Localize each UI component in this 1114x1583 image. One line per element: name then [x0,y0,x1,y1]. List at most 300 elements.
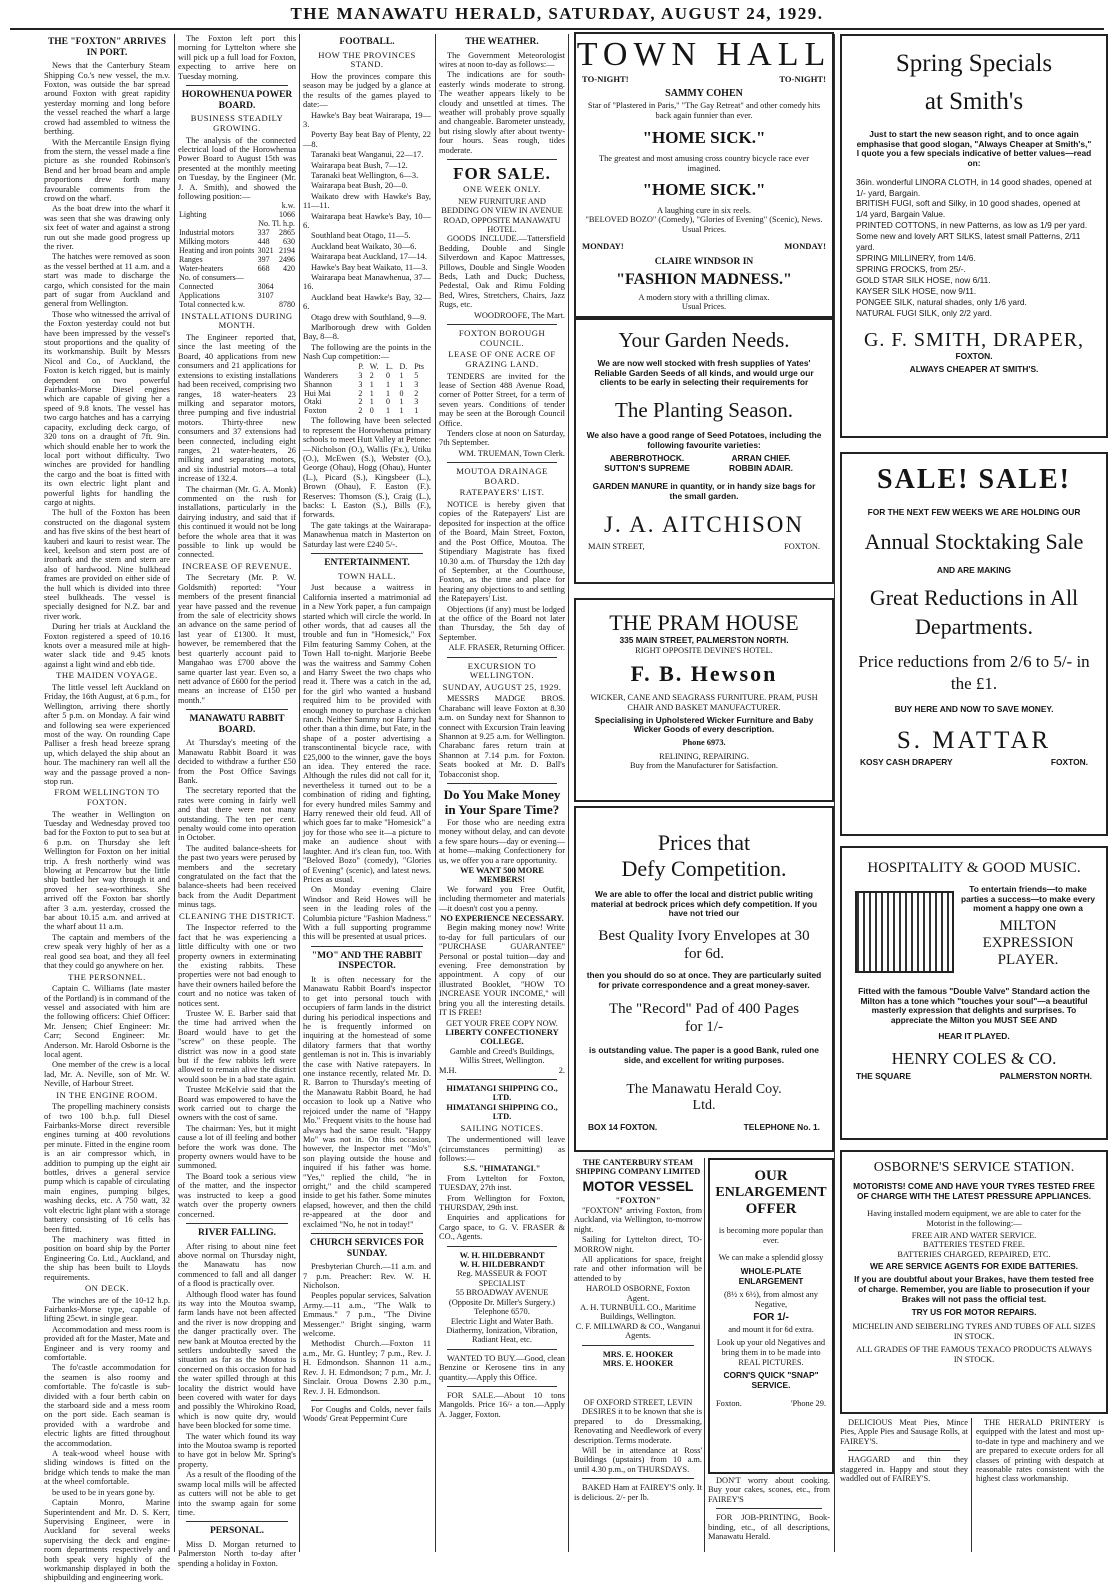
table-cell: 3021 [257,246,274,256]
ad-title: at Smith's [924,88,1024,115]
ad-text: OF OXFORD STREET, LEVIN [583,1398,693,1407]
paragraph: The machinery was fitted in position on board ship by the Porter Engineering Co. Ltd., Auckland, and the ship has been built to Lloyds requirements. [44,1234,170,1282]
paragraph: The propelling machinery consists of two 100 b.h.p. full Diesel Fairbanks-Morse direct reversible engines turning at 400 revolutions per minute. Fitted in the engine room is an air compressor which, in addition to pumping up the eight air bottles, drives a general service pump which is capable of circulating main engines, pumping bilges, washing decks, etc. A 750 watt, 32 volt electric light plant with a storage battery consisting of 16 cells has been fitted. [44,1102,170,1234]
ad-text: PALMERSTON NORTH. [999,1071,1092,1082]
table-header: Pts [414,361,424,371]
paragraph: The little vessel left Auckland on Friday, the 16th August, at 6 p.m., for Wellington, arriving there shortly after 5 p.m. on Monday. A fair wind and following sea were experienced most of the way. On rounding Cape Palliser a fresh head breeze sprang up, which delayed the ship about an hour. The machinery ran well all the way and the passage proved a non-stop run. [44,682,170,786]
ad-text: SUTTON'S SUPREME [604,463,690,474]
enlargement-ad [708,1158,834,1474]
paragraph: The captain and members of the crew speak very highly of her as a real good sea boat, and they all feel that they could go anywhere on her. [44,932,170,971]
ad-text: 335 MAIN STREET, PALMERSTON NORTH. [619,635,789,645]
table-cell: Connected [179,281,214,291]
table-cell: 0 [386,397,391,407]
paragraph: We forward you Free Outfit, including thermometer and materials—it doesn't cost you a penny. [439,884,565,913]
classified-code: M.H. [439,1065,457,1075]
paragraph: The hatches were removed as soon as the vessel berthed at 11 a.m. and a start was made to discharge the cargo, which consisted for the main part of sugar from Auckland and general from Wellington. [44,252,170,309]
table-header: L. [386,361,393,371]
paragraph: DON'T worry about cooking. Buy your cakes, scones, etc., from FAIREY'S [708,1476,830,1504]
signature: WOODROOFE, The Mart. [473,310,565,320]
divider [447,1349,557,1350]
article-title: RIVER FALLING. [198,1227,276,1238]
divider [447,783,557,784]
paragraph: The winches are of the 10-12 h.p. Fairbanks-Morse type, capable of lifting 25cwt. in single gear. [44,1295,170,1324]
divider [582,1345,694,1346]
paragraph: FOR SALE.—About 10 tons Mangolds. Price 16/- a ton.—Apply A. Jagger, Foxton. [439,1390,565,1419]
ad-text: Foxton. [716,1398,742,1408]
ad-text: TELEPHONE No. 1. [743,1121,820,1132]
ad-text: CLAIRE WINDSOR IN [654,256,754,267]
table-cell: 3 [358,379,363,389]
ad-text: "HOME SICK." [642,128,766,148]
paragraph: From Wellington for Foxton, THURSDAY, 29th inst. [439,1193,565,1213]
ad-text: THE SQUARE [856,1071,911,1082]
ad-text: The greatest and most amusing cross country bicycle race ever imagined. [599,154,809,173]
table-cell: 1 [386,388,391,398]
article-title: "MO" AND THE RABBIT INSPECTOR. [311,950,423,972]
ad-text: (8½ x 6½), from almost any Negative, [724,1290,818,1309]
ad-title: Your Garden Needs. [618,328,790,352]
result-line: Otago drew with Southland, 9—9. [311,312,427,322]
paragraph: Trustee McKelvie said that the Board was empowered to have the work carried out to charge the owners with the cost of same. [178,1085,296,1123]
ad-text: We also have a good range of Seed Potatoes, including the following favourite varieties: [586,429,822,450]
ad-text: "FOXTON" [615,1196,661,1206]
ad-title: HOSPITALITY & GOOD MUSIC. [867,860,1081,876]
ad-text: MAIN STREET, [588,541,645,551]
paragraph: FOR JOB-PRINTING, Book-binding, etc., of all descriptions, Manawatu Herald. [708,1513,830,1542]
subheading: MOUTOA DRAINAGE BOARD. [456,466,548,486]
result-line: Wairarapa beat Bush, 7—12. [311,160,408,170]
ad-text: FOR THE NEXT FEW WEEKS WE ARE HOLDING OUR [867,507,1081,517]
ad-text: TO-NIGHT! [779,74,826,84]
article-title: MANAWATU RABBIT BOARD. [189,714,285,735]
divider [186,1223,288,1224]
ad-text: MICHELIN AND SEIBERLING TYRES AND TUBES OF ALL SIZES IN STOCK. [852,1321,1096,1341]
table-cell: Hui Mai [304,388,331,398]
ad-text: TO-NIGHT! [582,74,629,84]
osborne-ad [840,1150,1108,1414]
list-item: NATURAL FUGI SILK, only 2/2 yard. [856,307,992,318]
ad-text: Look up your old Negatives and bring them in to be made into REAL PICTURES. [716,1338,826,1367]
table-cell: 1 [369,379,374,389]
article-title: THE WEATHER. [465,37,539,47]
table-cell: 3 [414,379,419,389]
paragraph: The hull of the Foxton has been constructed on the diagonal system and has five skins of the best heart of kauberi and kauri to resist wear. The keel, keelson and stern post are of ironbark and the stem and stern are also of hardwood. Nine bulkhead frames are provided on either side of the hull which is divided into three steel bulkheads. The vessel is specially designed for N.Z. bar and river work. [44,508,170,621]
subheading: IN THE ENGINE ROOM. [56,1089,158,1100]
result-line: Auckland beat Hawke's Bay, 32—6. [303,292,431,312]
divider [582,1478,694,1479]
paragraph: From Lyttelton for Foxton, TUESDAY, 27th inst. [439,1173,565,1193]
divider [311,1400,423,1401]
paragraph: TENDERS are invited for the lease of Section 488 Avenue Road, corner of Potter Street, for a term of seven years. Conditions of tender may be seen at the Borough Council Office. [439,371,565,428]
ad-text: To entertain friends—to make parties a success—to make every moment a happy one own a [960,884,1096,914]
table-cell: 420 [283,264,295,274]
ad-text: BOX 14 FOXTON. [588,1121,658,1132]
table-cell: Shannon [304,379,332,389]
results-list [303,111,431,342]
ad-title: Great Reductions in All Departments. [869,584,1079,639]
small-notices [708,1476,830,1554]
divider [447,657,557,658]
ad-text: THE CANTERBURY STEAM SHIPPING COMPANY LIMITED [575,1158,701,1177]
paragraph: DELICIOUS Meat Pies, Mince Pies, Apple Pies and Sausage Rolls, at FAIREY'S. [840,1418,968,1446]
result-line: Hawke's Bay beat Wairarapa, 19—3. [303,110,431,129]
classified-text: NO EXPERIENCE NECESSARY. [440,914,564,924]
table-cell: 1 [369,397,374,407]
hooker-notice [574,1398,702,1554]
power-table [178,202,296,309]
ad-title: TOWN HALL [576,36,832,73]
ad-title: Ltd. [692,1097,716,1113]
ad-title: OUR [754,1168,788,1184]
top-rule [10,28,1104,30]
table-cell: Ranges [179,255,203,265]
paragraph: All applications for space, freight rate and other information will be attended to by [574,1254,702,1283]
paragraph: The Foxton left port this morning for Lyttelton where she will pick up a full load for Foxton, expecting to arrive here on Tuesday morning. [178,34,296,81]
classified-text: W. H. HILDEBRANDT [459,1260,545,1270]
column-2 [178,34,296,1568]
table-cell: 1 [369,388,374,398]
result-line: Wairarapa beat Manawhenua, 37—16. [303,273,431,292]
ad-text: BATTERIES CHARGED, REPAIRED, ETC. [897,1249,1051,1259]
ad-text: ROBBIN ADAIR. [729,463,793,474]
ad-text: Having installed modern equipment, we are able to cater for the Motorist in the following:— [867,1209,1081,1228]
ad-text: and mount it for 6d extra. [728,1324,814,1334]
paragraph: THE HERALD PRINTERY is equipped with the latest and most up-to-date in type and machinery and we are prepared to execute orders for all classes of printing with despatch at reasonable rates consistent with the highest class workmanship. [976,1418,1104,1484]
article-title: ENTERTAINMENT. [324,558,410,569]
ad-title: MILTON EXPRESSION PLAYER. [982,917,1074,968]
ad-title: S. MATTAR [896,726,1052,754]
ad-text: then you should do so at once. They are particularly suited for private correspondence and a great money-saver. [586,969,822,990]
column-4 [439,34,565,1552]
classified-text: Reg. MASSEUR & FOOT SPECIALIST [457,1269,547,1288]
paragraph: As a result of the flooding of the swamp local mills will be affected as cutters will not be able to get into the swamp again for some time. [178,1470,296,1517]
specials-list [842,173,1106,323]
paragraph: The undermentioned will leave (circumstances permitting) as follows:— [439,1135,565,1163]
subheading: THE PERSONNEL. [68,971,146,982]
table-header: P. [358,361,364,371]
table-cell: 1 [399,379,404,389]
subheading: LEASE OF ONE ACRE OF GRAZING LAND. [448,349,556,369]
table-cell: 1 [399,370,404,380]
column-rule [174,34,175,1552]
ad-text: "HOME SICK." [642,179,766,199]
ad-text: RIGHT OPPOSITE DEVINE'S HOTEL. [635,645,773,655]
ad-text: GARDEN MANURE in quantity, or in handy size bags for the small garden. [592,481,816,501]
paragraph: It is often necessary for the Manawatu Rabbit Board's inspector to get into personal touch with occupiers of farm lands in the district during his periodical inspections and he is frequently informed on inquiring at the homestead of some dilatory farmers that that worthy gentleman is not in. This is invariably the case with Native ratepayers. In one instance recently, related Mr. D. R. Barron to Thursday's meeting of the Manawatu Rabbit Board, he had occasion to look up a Native who rejoiced under the name of "Happy Mo." Frequent visits to the house had always had the same result. "Happy Mo" was not in. On this occasion, however, the Inspector met "Mo's" son playing outside the house and inquired if his father was home. "Yes," replied the child, "he in orright," and the child scampered inside to get his father. Some minutes elapsed, however, and then the child re-appeared at the door and exclaimed "No, he not in today!" [303,975,431,1229]
classified-text: GET YOUR FREE COPY NOW. [446,1018,558,1028]
paragraph: One member of the crew is a local lad, Mr. A. Neville, son of Mr. W. Neville, of Harbour Street. [44,1060,170,1089]
article-title: THE "FOXTON" ARRIVES IN PORT. [47,37,167,58]
paragraph: Sailing for Lyttelton direct, TO-MORROW night. [574,1235,702,1254]
table-cell: 8780 [279,299,295,309]
ad-title: HENRY COLES & CO. [891,1049,1057,1069]
masthead: THE MANAWATU HERALD, SATURDAY, AUGUST 24, 1929. [290,4,824,23]
divider [311,1233,423,1234]
paragraph: How the provinces compare this season may be judged by a glance at the results of the games played to date:— [303,71,431,110]
paragraph: The Secretary (Mr. P. W. Goldsmith) reported: "Your members of the present financial year have passed and the revenue from the sale of electricity shows an advance on the same period of last year of £1300. It must, however, be remembered that the best quarterly account paid to Mangahao was £700 above the same quarter last year. Even so, a nett advance of £600 for the period means an increase of £150 per month." [178,573,296,705]
table-cell: 1 [414,406,419,416]
subheading: INCREASE OF REVENUE. [182,560,292,571]
table-cell: 0 [386,370,391,380]
subheading: FOXTON BOROUGH COUNCIL. [458,328,546,348]
classified-text: HIMATANGI SHIPPING CO., LTD. [446,1102,558,1122]
list-item: GOLD STAR SILK HOSE, now 6/11. [856,274,991,285]
ad-text: WHOLE-PLATE ENLARGEMENT [738,1265,804,1286]
paragraph: GOODS INCLUDE.—Tattersfield Bedding, Double and Single Silverdown and Kapoc Mattresses, Pillows, Double and Single Wooden Beds, Lath and Duck; Duchess, Pedestal, Oak and Rimu Folding Bed, Wires, Stretchers, Chairs, Jazz Rugs, etc. [439,234,565,310]
table-cell: 3 [414,397,419,407]
divider [716,1508,822,1509]
signature: WM. TRUEMAN, Town Clerk. [458,448,565,458]
ad-text: FOR 1/- [753,1311,789,1323]
table-cell: 2 [358,406,363,416]
paragraph: The analysis of the connected electrical load of the Horowhenua Power Board to August 15th was presented at the monthly meeting on Tuesday, by the Engineer (Mr. J. A. Smith), and showed the following position:— [178,135,296,201]
column-1 [44,34,170,1583]
paragraph: The weather in Wellington on Tuesday and Wednesday proved too bad for the Foxton to put to sea but at 6 p.m. on Thursday she left Wellington for Foxton on her initial trip. A fresh northerly wind was blowing at Pencarrow but the little ship battled her way through it and proved her sea-worthiness. She arrived off the Foxton bar shortly after 3 a.m. yesterday, crossed the bar about 10.15 a.m. and arrived at the wharf about 11 a.m. [44,809,170,932]
ad-text: ARRAN CHIEF. [731,453,791,464]
classified-text: 55 BROADWAY AVENUE (Opposite Dr. Miller's Surgery.) Telephone 6570. [448,1288,556,1317]
ad-text: KOSY CASH DRAPERY [860,756,953,767]
divider [186,1521,288,1522]
paragraph: Enquiries and applications for Cargo space, to G. V. FRASER & CO., Agents. [439,1213,565,1242]
paragraph: The fo'castle accommodation for the seamen is also roomy and comfortable. The fo'castle is sub-divided with a four berth cabin on the starboard side and a mess room on the port side. Each seaman is provided with a wardrobe and electric lights are fitted throughout the accommodation. [44,1363,170,1448]
money-heading: Do You Make Money in Your Spare Time? [443,787,561,818]
ad-text: A modern story with a thrilling climax. [638,292,770,302]
ad-text: Buy from the Manufacturer for Satisfaction. [630,761,778,771]
ad-title: The Manawatu Herald Coy. [626,1081,782,1097]
list-item: Some new and lovely ART SILKS, latest small Patterns, 2/11 yard. [856,231,1081,253]
subheading: TOWN HALL. [338,570,396,581]
list-item: SPRING FROCKS, from 25/-. [856,264,966,274]
spring-specials-ad [840,34,1108,438]
paragraph: Accommodation and mess room is provided aft for the Master, Mate and Engineer and is very roomy and comfortable. [44,1324,170,1362]
result-line: Taranaki beat Wellington, 6—3. [311,170,419,180]
table-cell: 2 [414,388,419,398]
list-item: SPRING MILLINERY, from 14/6. [856,253,976,264]
column-rule [971,1418,972,1552]
paragraph: At Thursday's meeting of the Manawatu Rabbit Board it was decided to withdraw a further £50 from the Post Office Savings Bank. [178,738,296,785]
table-cell: 0 [369,406,374,416]
signature: ALF. FRASER, Returning Officer. [448,643,565,653]
ad-text: WE ARE SERVICE AGENTS FOR EXIDE BATTERIES. [869,1260,1078,1271]
classified-text: LIBERTY CONFECTIONERY COLLEGE. [445,1027,559,1047]
table-cell: 2865 [279,228,295,238]
paragraph: Begin making money now! Write to-day for full particulars of our "PURCHASE GUARANTEE" Personal or postal tuition—day and evening. Free demonstration by appointment. A copy of our illustrated Booklet, "HOW TO INCREASE YOUR INCOME," will bring you all the interesting details. IT IS FREE! [439,923,565,1018]
result-line: Marlborough drew with Golden Bay, 8—8. [303,323,431,342]
paragraph: The Engineer reported that, since the last meeting of the Board, 40 applications from new consumers and 21 applications for extensions to existing installations had been received, comprising two ranges, 18 water-heaters 23 milking and separator motors, three pumping and five industrial motors. Thirty-three new consumers and 37 extensions had been connected, including eight ranges, 21 water-heaters, 26 milking and separating motors, and six industrial motors—a total increase of 132.4. [178,333,296,484]
ad-text: C. F. MILLWARD & CO., Wanganui Agents. [575,1321,701,1341]
table-cell: Water-heaters [179,264,224,274]
paragraph: Presbyterian Church.—11 a.m. and 7 p.m. Preacher: Rev. W. H. Nicholson. [303,1262,431,1291]
ad-text: Star of "Plastered in Paris," "The Gay Retreat" and other comedy hits back again funnier than ever. [587,101,821,120]
hospitality-ad [840,846,1108,1140]
prices-ad [574,806,834,1152]
nash-cup-table [303,363,431,417]
ad-text: MONDAY! [784,240,826,251]
result-line: Wairarapa beat Hawke's Bay, 10—6. [303,211,431,230]
subheading: SUNDAY, AUGUST 25, 1929. [442,681,562,692]
subheading: INSTALLATIONS DURING MONTH. [181,310,293,331]
ad-text: FOXTON. [1050,756,1088,767]
ad-title: OFFER [745,1201,797,1217]
paragraph: With the Mercantile Ensign flying from the stern, the vessel made a fine picture as she rounded Robinson's Bend and her broad beam and ample proportions drew forth many favourable comments from the crowd on the wharf. [44,137,170,203]
ad-text: Phone 6973. [682,737,726,747]
subheading: RATEPAYERS' LIST. [459,487,545,498]
table-header: D. [399,361,408,371]
classified-text: NEW FURNITURE AND BEDDING ON VIEW IN AVENUE ROAD, OPPOSITE MANAWATU HOTEL. [441,196,563,234]
ad-text: MRS. E. HOOKER [602,1349,674,1359]
canterbury-notice [574,1158,702,1396]
list-item: KAYSER SILK HOSE, now 9/11. [856,285,977,296]
subheading: ON DECK. [84,1282,130,1293]
ad-text: MONDAY! [582,240,624,251]
result-line: Southland beat Otago, 11—5. [311,231,411,241]
paragraph: DESIRES it to be known that she is prepared to do Dressmaking, Renovating and Needlework of every description. Terms moderate. [574,1407,702,1445]
paragraph: The following are the points in the Nash Cup competition:— [303,342,431,362]
subheading: ONE WEEK ONLY. [463,184,541,195]
subheading: THE MAIDEN VOYAGE. [56,670,158,681]
paragraph: BAKED Ham at FAIREY'S only. It is delicious. 2/- per lb. [574,1483,702,1502]
bottom-notices-left [840,1418,968,1554]
subheading: FROM WELLINGTON TO FOXTON. [54,787,160,807]
ad-title: THE PRAM HOUSE [609,610,799,635]
ad-title: Spring Specials [895,50,1053,77]
ad-title: The Planting Season. [615,397,793,422]
paragraph: NOTICE is hereby given that copies of the Ratepayers' List are deposited for inspection at the office of the Board, Main Street, Foxton, and the Post Office, Moutoa. The Stipendiary Magistrate has fixed 10.30 a.m. of Thursday the 12th day of September, at the Courthouse, Foxton, as the time and place for hearing any objections to and settling the Ratepayers' List. [439,500,565,604]
paragraph: Captain C. Williams (late master of the Portland) is in command of the vessel and associated with him are the following officers: Chief Officer: Mr. Jensen; Chief Engineer: Mr. Carr; Second Engineer: Mr. Anderson. Mr. Harold Osborne is the local agent. [44,984,170,1059]
sale-ad [840,452,1108,836]
classified-text: W. H. HILDEBRANDT [459,1250,545,1260]
piano-illustration [850,885,958,979]
table-cell: Industrial motors [179,228,234,238]
ad-title: Prices that [657,830,751,855]
ad-title: OSBORNE'S SERVICE STATION. [873,1160,1075,1175]
table-cell: 2 [358,397,363,407]
ad-title: Defy Competition. [621,856,787,881]
article-title: FOOTBALL. [339,37,395,47]
divider [447,1079,557,1080]
result-line: Wairarapa beat Auckland, 17—14. [311,252,427,262]
ad-text: MOTORISTS! COME AND HAVE YOUR TYRES TESTED FREE OF CHARGE WITH THE LATEST PRESSURE APPLIANCES. [853,1181,1095,1201]
table-cell: 630 [283,237,295,247]
table-cell: Foxton [304,406,327,416]
ad-title: Price reductions from 2/6 to 5/- in the £1. [858,652,1090,694]
subheading: SAILING NOTICES. [460,1122,544,1133]
divider [311,946,423,947]
list-item: PRINTED COTTONS, in new Patterns, as low as 1/9 per yard. [856,220,1088,231]
ad-text: We are now well stocked with fresh supplies of Yates' Reliable Garden Seeds of all kinds, and would urge our clients to be early in selecting their requirements for [594,358,814,388]
table-header: W. [369,361,379,371]
ad-text: AND ARE MAKING [936,565,1012,576]
paragraph: Miss D. Morgan returned to Palmerston North to-day after spending a holiday in Foxton. [178,1539,296,1568]
table-cell: 2496 [279,255,295,265]
subheading: HOW THE PROVINCES STAND. [318,49,416,70]
bottom-notices-right [976,1418,1104,1554]
table-row [303,390,431,399]
divider [447,1246,557,1247]
paragraph: The Board took a serious view of the matter, and the inspector was instructed to keep a good watch over the property owners concerned. [178,1171,296,1219]
garden-ad [574,318,834,584]
ad-text: BUY HERE AND NOW TO SAVE MONEY. [894,704,1054,715]
ad-text: ALL GRADES OF THE FAMOUS TEXACO PRODUCTS ALWAYS IN STOCK. [856,1345,1092,1364]
article-title: HOROWHENUA POWER BOARD. [181,90,293,111]
result-line: Poverty Bay beat Bay of Plenty, 22—8. [303,130,431,149]
paragraph: A teak-wood wheel house with sliding windows is fitted on the bridge which tends to make the man at the wheel comfortable. [44,1449,170,1487]
table-cell: 397 [257,255,270,265]
town-hall-ad [574,32,834,318]
ad-text: HAROLD OSBORNE, Foxton Agent. [585,1284,690,1303]
table-cell: Total connected k.w. [179,299,246,309]
paragraph: be used to be in years gone by. [52,1487,155,1497]
result-line: Waikato drew with Hawke's Bay, 11—11. [303,191,431,211]
article-title: CHURCH SERVICES FOR SUNDAY. [309,1237,425,1259]
paragraph: The indications are for south-easterly winds moderate to strong. The weather appears likely to be cloudy and unsettled at times. The weather will probably prove squally and changeable. Barometer unsteady, but rising slowly after about twenty-four hours. Seas rough, tides moderate. [439,70,565,155]
paragraph: Those who witnessed the arrival of the Foxton yesterday could not but have been impressed by the vessel's stout proportions and the quality of its workmanship. Built by Messrs Nicol and Co., of Auckland, the Foxton is ketch rigged, but is mainly dependent on two powerful Fairbanks-Morse Diesel engines which are capable of giving her a speed of 9.8 knots. The vessel has two cargo hatches and has a carrying capacity, excluding deck cargo, of 320 tons on a draught of 7ft. 9in. which should enable her to work the local port without difficulty. Two winches are provided for handling the cargo and the boat is fitted with its own electric light plant and powerful lights for handling the cargo at nights. [44,309,170,507]
ad-text: We are able to offer the local and district public writing material at bedrock prices which defy competition. If you have not tried our [590,889,818,919]
paragraph: Peoples popular services, Salvation Army.—11 a.m., "The Walk to Emmaus." 7 p.m., "The Divine Messenger." Bright singing, warm welcome. [303,1291,431,1339]
ad-text: "BELOVED BOZO" (Comedy), "Glories of Evening" (Scenic), News. Usual Prices. [585,215,823,234]
divider [447,324,557,325]
ad-text: WICKER, CANE AND SEAGRASS FURNITURE. PRAM, PUSH CHAIR AND BASKET MANUFACTURER. [590,693,818,712]
ad-text: FREE AIR AND WATER SERVICE. [911,1230,1037,1240]
ad-text: If you are doubtful about your Brakes, have them tested free of charge. Remember, you are liable to prosecution if your Brakes will not pass the official test. [854,1274,1094,1304]
paragraph: The chairman: Yes, but it might cause a lot of ill feeling and bother before the work was done. The property owners would have to be summoned. [178,1123,296,1171]
paragraph: After rising to about nine feet above normal on Thursday night, the Manawatu has now commenced to fall and all danger of a flood is practically over. [178,1241,296,1289]
paragraph: The audited balance-sheets for the past two years were perused by members and the secretary congratulated on the fact that the balance-sheets had been received back from the Audit Department minus tags. [178,843,296,910]
paragraph: Trustee W. E. Barber said that the time had arrived when the Board would have to get the "screw" on these people. The district was now in a good state but if the few rabbits left were allowed to remain alive the district would soon be in a bad state again. [178,1008,296,1084]
column-rule [435,34,436,1552]
table-cell: 337 [257,228,270,238]
list-item: BRITISH FUGI, soft and Silky, in 10 good shades, opened at 1/4 yard, Bargain Value. [856,198,1081,220]
table-cell: 0 [399,388,404,398]
table-header: k.w. [281,201,295,211]
ad-text: RELINING, REPAIRING. [659,751,749,761]
table-cell: Applications [179,290,220,300]
ad-title: MOTOR VESSEL [582,1177,694,1194]
divider [848,1450,960,1451]
ad-title: J. A. AITCHISON [604,511,804,537]
ad-text: is outstanding value. The paper is a good Bank, ruled one side, and excellent for writing purposes. [589,1045,819,1065]
divider [447,159,557,160]
ad-text: is becoming more popular than ever. [718,1226,824,1245]
ad-title: G. F. SMITH, DRAPER, [863,328,1085,351]
paragraph: Will be in attendance at Ross' Buildings (upstairs) from 10 a.m. until 4.30 p.m., on THURSDAYS. [574,1446,702,1474]
ad-text: TRY US FOR MOTOR REPAIRS. [911,1307,1037,1318]
for-sale-heading: FOR SALE. [453,164,551,184]
paragraph: The chairman (Mr. G. A. Monk) commented on the rush for installations, particularly in the dairying industry, and said that if this continued it would not be long before the whole area that it was possible to link up would be connected. [178,484,296,560]
ad-text: A laughing cure in six reels. [657,205,751,215]
table-header: No. Tl. h.p. [258,219,295,229]
result-line: Taranaki beat Wanganui, 22—17. [311,150,424,160]
ad-title: Annual Stocktaking Sale [864,528,1084,554]
paragraph: The Inspector referred to the fact that he was experiencing a little difficulty with one or two property owners in exterminating the existing rabbits. These properties were not bad enough to have their owners hailed before the court and no notice was taken of notices sent. [178,923,296,1008]
list-item: PONGEE SILK, natural shades, only 1/6 yard. [856,296,1027,307]
paragraph: MESSRS MADGE BROS. Charabanc will leave Foxton at 8.30 a.m. on Sunday next for Shannon to connect with Excursion Train leaving Shannon at 9.25 a.m. for Wellington. Charabanc fares return train at Shannon at 7.14 p.m. for Foxton. Seats booked at Mr. D. Ball's Tobacconist shop. [439,694,565,779]
classified-text: Electric Light and Water Bath. Diathermy, Ionization, Vibration, Radiant Heat, etc. [446,1316,558,1345]
table-cell: 1066 [279,210,295,220]
table-cell: No. of consumers— [179,273,244,282]
ad-title: SALE! SALE! [877,464,1071,495]
ad-text: "FASHION MADNESS." [616,270,792,288]
result-line: Hawke's Bay beat Waikato, 11—3. [311,262,428,272]
list-item: 36in. wonderful LINORA CLOTH, in 14 good shades, opened at 1/- yard, Bargain. [856,176,1092,198]
article-title: PERSONAL. [209,1526,265,1537]
table-cell: Otaki [304,397,322,407]
table-row [303,407,431,416]
ad-text: MRS. E. HOOKER [602,1358,674,1368]
table-cell: Milking motors [179,237,230,247]
ad-text: CORN'S QUICK "SNAP" SERVICE. [723,1370,819,1390]
column-rule [704,1158,705,1552]
